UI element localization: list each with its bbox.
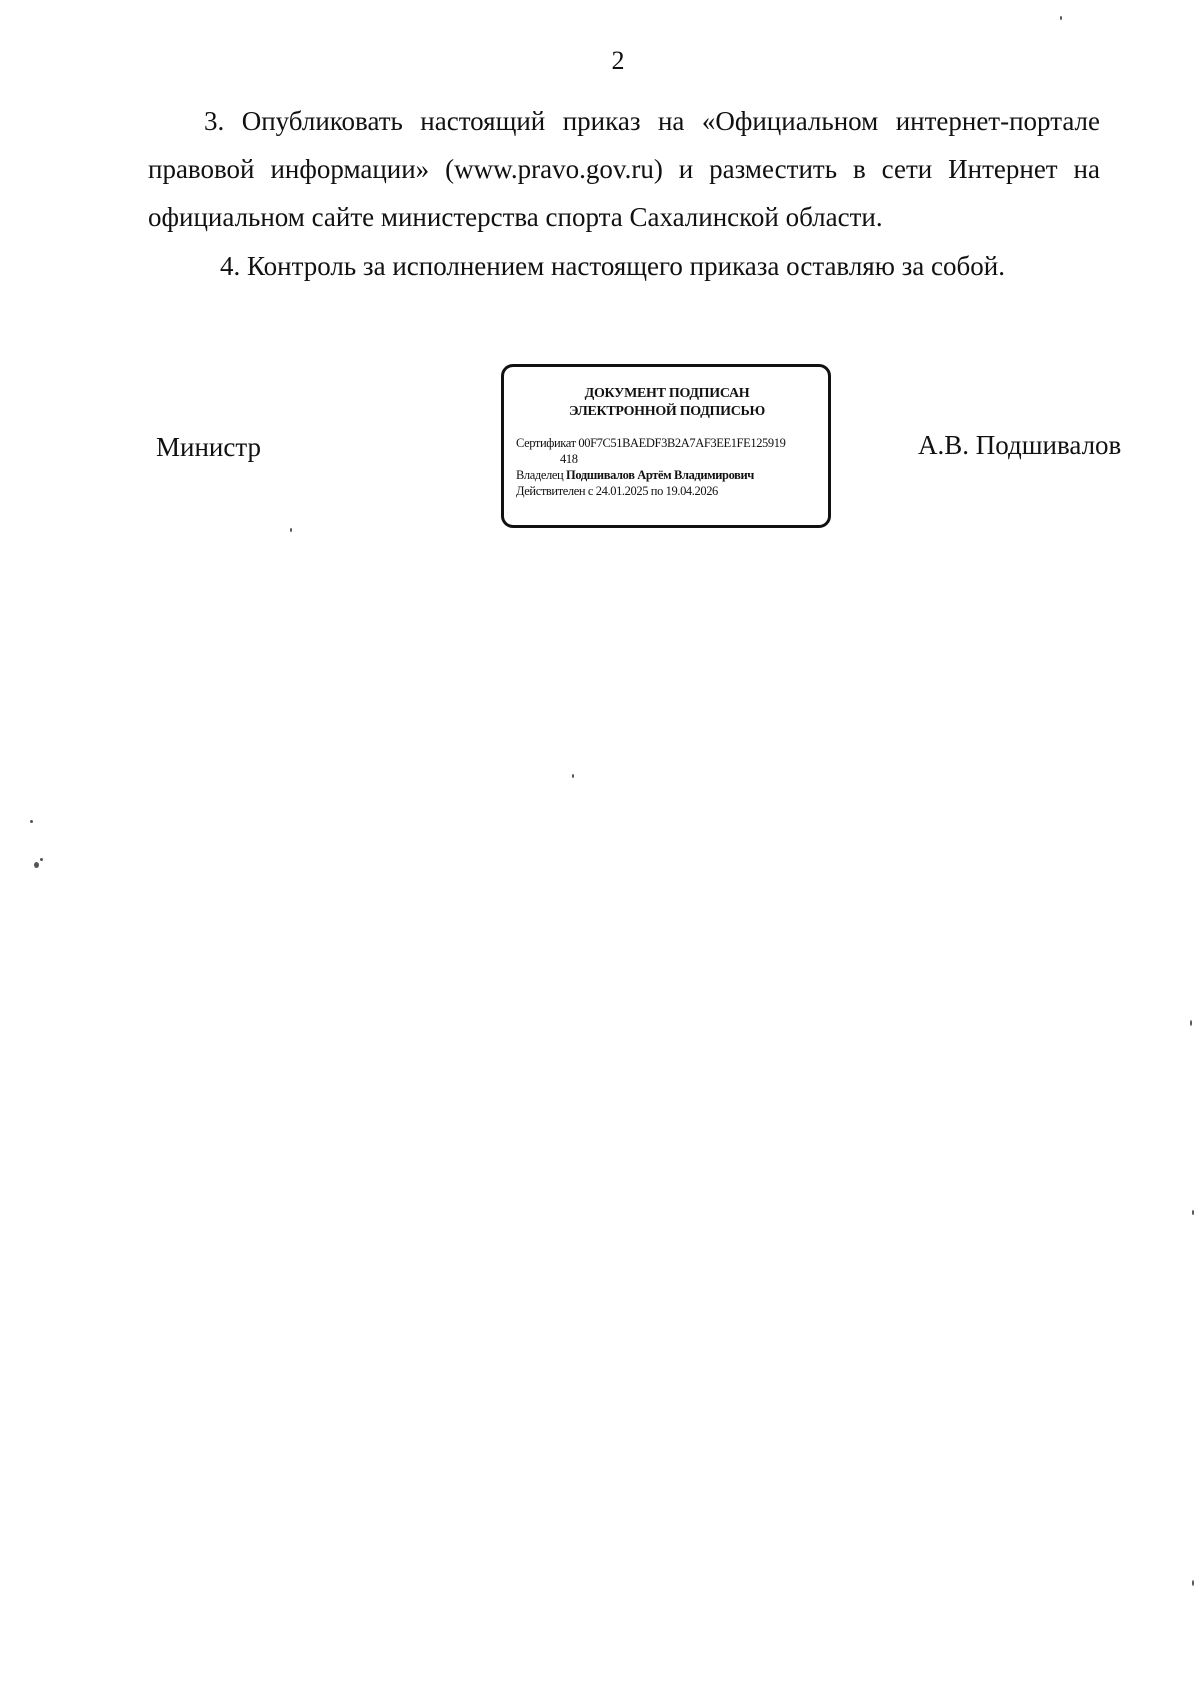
- stamp-details: [516, 435, 818, 499]
- stamp-header-line-1: ДОКУМЕНТ ПОДПИСАН: [584, 386, 750, 401]
- scan-speck: [30, 820, 33, 823]
- stamp-certificate-value: 00F7C51BAEDF3B2A7AF3EE1FE125919: [578, 436, 786, 450]
- stamp-certificate-line: [516, 435, 818, 451]
- scan-speck: [1060, 16, 1062, 20]
- scan-speck: [572, 774, 574, 778]
- stamp-header: [516, 385, 818, 421]
- stamp-certificate-continuation: 418: [560, 452, 578, 466]
- scan-speck: [34, 862, 39, 868]
- signer-name: А.В. Подшивалов: [918, 430, 1122, 460]
- stamp-certificate-label: Сертификат: [516, 436, 576, 450]
- stamp-owner-line: [516, 467, 818, 483]
- paragraph-4: 4. Контроль за исполнением настоящего приказа оставляю за собой.: [220, 251, 1005, 281]
- page-number: 2: [611, 46, 625, 75]
- scan-speck: [1190, 1020, 1192, 1026]
- signature-block: [0, 360, 1200, 540]
- scan-speck: [290, 528, 292, 532]
- electronic-signature-stamp: [501, 364, 831, 528]
- scan-speck: [1192, 1580, 1194, 1586]
- scan-speck: [1192, 1210, 1194, 1215]
- stamp-owner-label: Владелец: [516, 468, 564, 482]
- stamp-header-line-2: ЭЛЕКТРОННОЙ ПОДПИСЬЮ: [569, 404, 765, 419]
- stamp-owner-value: Подшивалов Артём Владимирович: [566, 468, 754, 482]
- signer-position-title: Министр: [156, 432, 261, 462]
- stamp-validity-line: Действителен с 24.01.2025 по 19.04.2026: [516, 484, 718, 498]
- paragraph-3: 3. Опубликовать настоящий приказ на «Официальном интернет-портале правовой информации» (www.pravo.gov.ru) и разместить в сети Интернет на официальном сайте министерства спорта Сахалинской области.: [148, 106, 1100, 232]
- scan-speck: [40, 858, 43, 861]
